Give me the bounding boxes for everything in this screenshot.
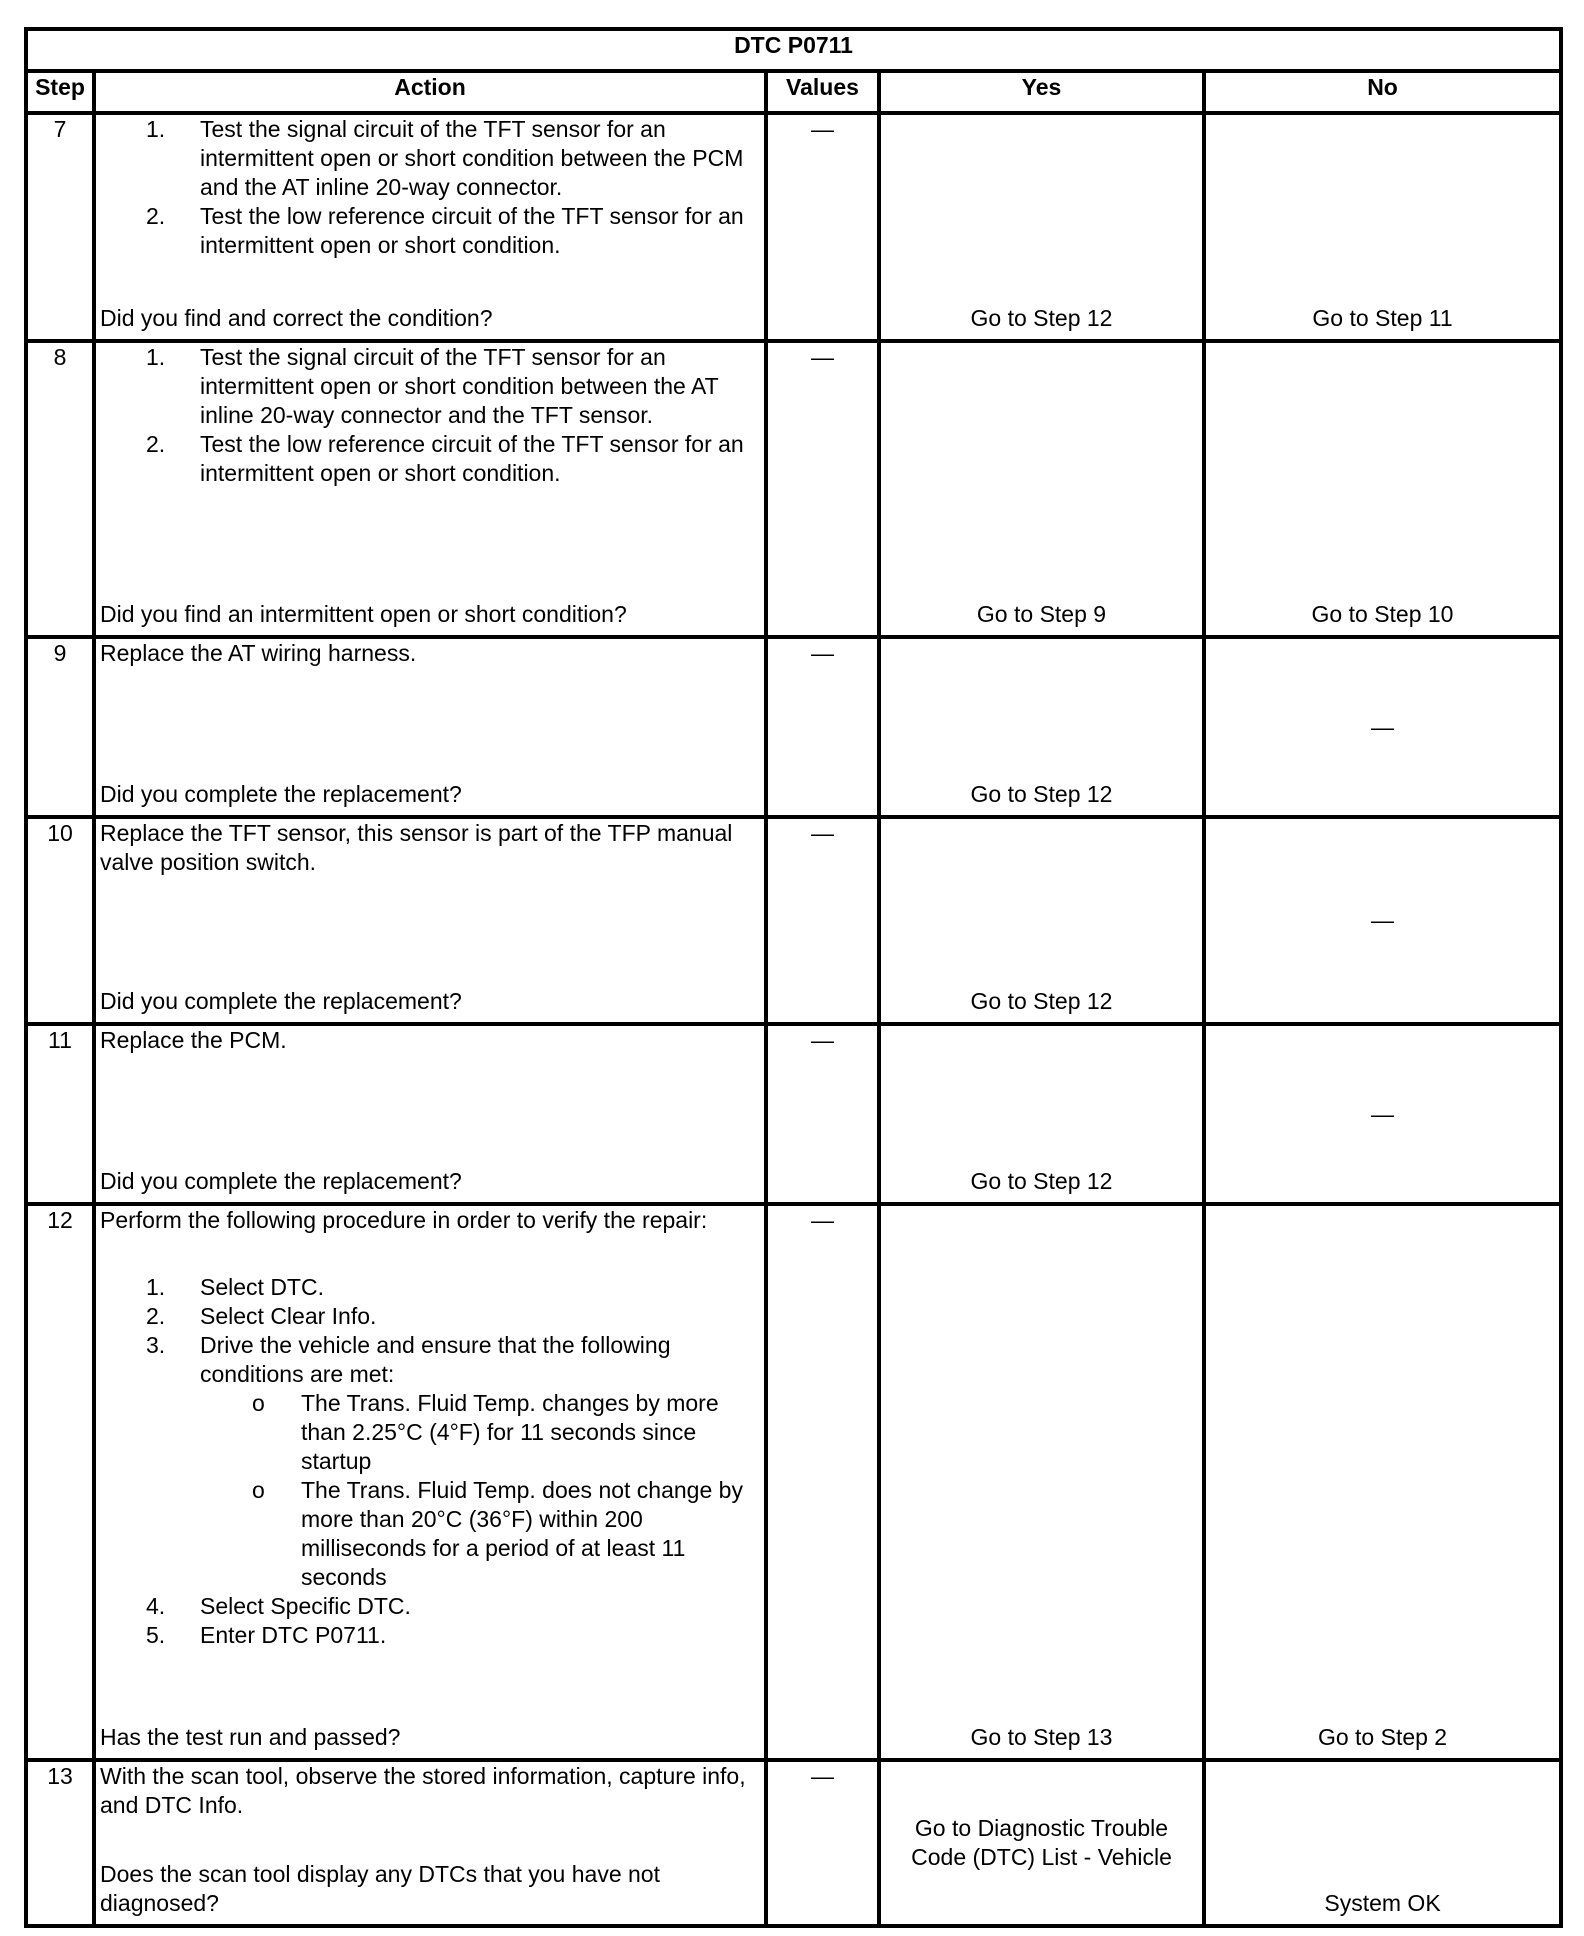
instruction-text: Replace the PCM. <box>100 1027 287 1053</box>
list-item: 1. Test the signal circuit of the TFT sensor for an intermittent open or short condition between the PCM and the AT inline 20-way connector. <box>146 116 744 200</box>
step-number: 11 <box>26 1024 94 1204</box>
instruction-text: With the scan tool, observe the stored information, capture info, and DTC Info. <box>100 1763 746 1818</box>
values-cell: — <box>766 817 879 1024</box>
action-cell <box>94 113 766 341</box>
yes-target: Go to Diagnostic Trouble Code (DTC) List - Vehicle <box>911 1815 1172 1870</box>
action-cell <box>94 1024 766 1204</box>
yes-cell <box>879 1204 1204 1760</box>
instruction-text: Replace the AT wiring harness. <box>100 640 417 666</box>
table-row <box>26 1760 1561 1926</box>
step-number: 8 <box>26 341 94 637</box>
table-row <box>26 1204 1561 1760</box>
header-action: Action <box>94 71 766 113</box>
no-cell: — <box>1204 637 1561 817</box>
header-yes: Yes <box>879 71 1204 113</box>
yes-cell <box>879 113 1204 341</box>
question-text: Does the scan tool display any DTCs that you have not diagnosed? <box>100 1861 660 1916</box>
table-row <box>26 1024 1561 1204</box>
values-cell: — <box>766 113 879 341</box>
action-cell <box>94 341 766 637</box>
header-values: Values <box>766 71 879 113</box>
question-text: Did you find and correct the condition? <box>100 305 493 331</box>
step-number: 10 <box>26 817 94 1024</box>
yes-cell <box>879 1760 1204 1926</box>
yes-target: Go to Step 13 <box>970 1724 1113 1750</box>
no-target: Go to Step 10 <box>1311 601 1454 627</box>
action-cell <box>94 817 766 1024</box>
values-cell: — <box>766 1760 879 1926</box>
question-text: Has the test run and passed? <box>100 1724 401 1750</box>
procedure-list <box>100 1273 760 1650</box>
values-cell: — <box>766 1024 879 1204</box>
yes-target: Go to Step 12 <box>970 305 1113 331</box>
no-cell <box>1204 113 1561 341</box>
values-cell: — <box>766 341 879 637</box>
question-text: Did you find an intermittent open or short condition? <box>100 601 627 627</box>
yes-target: Go to Step 12 <box>970 1168 1113 1194</box>
yes-cell <box>879 817 1204 1024</box>
condition-list <box>100 1389 760 1592</box>
table-row <box>26 113 1561 341</box>
step-number: 9 <box>26 637 94 817</box>
no-cell <box>1204 1760 1561 1926</box>
no-cell: — <box>1204 1024 1561 1204</box>
list-item: o The Trans. Fluid Temp. does not change by more than 20°C (36°F) within 200 milliseconds for a period of at least 11 seconds <box>252 1477 743 1590</box>
step-number: 13 <box>26 1760 94 1926</box>
list-item: 5. Enter DTC P0711. <box>146 1622 387 1648</box>
list-item: 2. Test the low reference circuit of the TFT sensor for an intermittent open or short condition. <box>146 431 744 486</box>
yes-cell <box>879 1024 1204 1204</box>
no-target: System OK <box>1324 1890 1441 1916</box>
list-item: 2. Select Clear Info. <box>146 1303 377 1329</box>
list-item: 1. Test the signal circuit of the TFT sensor for an intermittent open or short condition between the AT inline 20-way connector and the TFT sensor. <box>146 344 719 428</box>
header-row <box>26 71 1561 113</box>
header-step: Step <box>26 71 94 113</box>
step-number: 12 <box>26 1204 94 1760</box>
yes-cell <box>879 637 1204 817</box>
list-item: 4. Select Specific DTC. <box>146 1593 411 1619</box>
step-number: 7 <box>26 113 94 341</box>
no-target: Go to Step 11 <box>1312 305 1453 331</box>
title-row <box>26 29 1561 71</box>
action-cell <box>94 637 766 817</box>
no-cell <box>1204 1204 1561 1760</box>
values-cell: — <box>766 637 879 817</box>
question-text: Did you complete the replacement? <box>100 988 462 1014</box>
question-text: Did you complete the replacement? <box>100 781 462 807</box>
list-item: o The Trans. Fluid Temp. changes by more than 2.25°C (4°F) for 11 seconds since startup <box>252 1390 719 1474</box>
list-item: 1. Select DTC. <box>146 1274 324 1300</box>
no-cell <box>1204 341 1561 637</box>
yes-target: Go to Step 9 <box>976 601 1107 627</box>
yes-cell <box>879 341 1204 637</box>
action-cell <box>94 1204 766 1760</box>
no-cell: — <box>1204 817 1561 1024</box>
procedure-list <box>100 343 760 488</box>
action-cell <box>94 1760 766 1926</box>
instruction-text: Perform the following procedure in order to verify the repair: <box>100 1207 708 1233</box>
values-cell: — <box>766 1204 879 1760</box>
table-title: DTC P0711 <box>26 29 1561 71</box>
procedure-list <box>100 115 760 260</box>
question-text: Did you complete the replacement? <box>100 1168 462 1194</box>
header-no: No <box>1204 71 1561 113</box>
table-row <box>26 341 1561 637</box>
yes-target: Go to Step 12 <box>970 988 1113 1014</box>
no-target: Go to Step 2 <box>1317 1724 1448 1750</box>
yes-target: Go to Step 12 <box>970 781 1113 807</box>
table-row <box>26 637 1561 817</box>
dtc-table <box>24 27 1563 1928</box>
list-item: 3. Drive the vehicle and ensure that the following conditions are met: o The Trans. Fluid Temp. changes by more than 2.25°C (4°F) for 11 seconds since startup o The Trans. Fluid Temp. does not change by more than 20°C (36°F) within 200 milliseconds for a period of at least 11 seconds <box>100 1331 760 1592</box>
instruction-text: Replace the TFT sensor, this sensor is part of the TFP manual valve position switch. <box>100 820 733 875</box>
table-row <box>26 817 1561 1024</box>
list-item: 2. Test the low reference circuit of the TFT sensor for an intermittent open or short condition. <box>146 203 744 258</box>
